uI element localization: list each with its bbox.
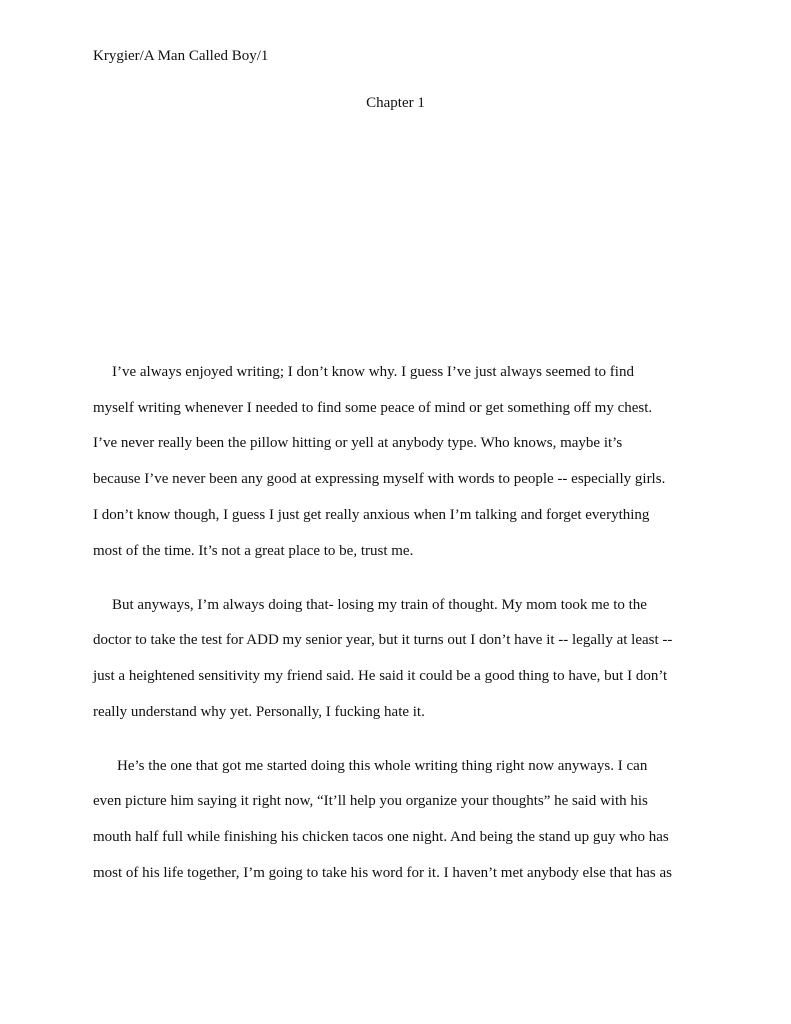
paragraph-line: because I’ve never been any good at expressing myself with words to people -- especially girls. [93,471,666,487]
paragraph-line: I don’t know though, I guess I just get really anxious when I’m talking and forget everything [93,507,650,523]
paragraph-line: I’ve always enjoyed writing; I don’t know why. I guess I’ve just always seemed to find [112,364,634,380]
running-head: Krygier/A Man Called Boy/1 [93,48,269,64]
paragraph-line: even picture him saying it right now, “It’ll help you organize your thoughts” he said with his [93,793,648,809]
paragraph-line: But anyways, I’m always doing that- losing my train of thought. My mom took me to the [112,597,647,613]
paragraph-line: doctor to take the test for ADD my senior year, but it turns out I don’t have it -- legally at least -- [93,632,673,648]
paragraph-line: He’s the one that got me started doing this whole writing thing right now anyways. I can [117,758,648,774]
paragraph-line: most of his life together, I’m going to take his word for it. I haven’t met anybody else that has as [93,865,672,881]
paragraph-line: myself writing whenever I needed to find some peace of mind or get something off my chest. [93,400,653,416]
paragraph-line: I’ve never really been the pillow hitting or yell at anybody type. Who knows, maybe it’s [93,435,623,451]
paragraph-line: most of the time. It’s not a great place to be, trust me. [93,543,414,559]
chapter-title: Chapter 1 [366,95,425,111]
paragraph-line: mouth half full while finishing his chicken tacos one night. And being the stand up guy who has [93,829,669,845]
paragraph-line: really understand why yet. Personally, I fucking hate it. [93,704,425,720]
paragraph-line: just a heightened sensitivity my friend said. He said it could be a good thing to have, but I don’t [93,668,668,684]
